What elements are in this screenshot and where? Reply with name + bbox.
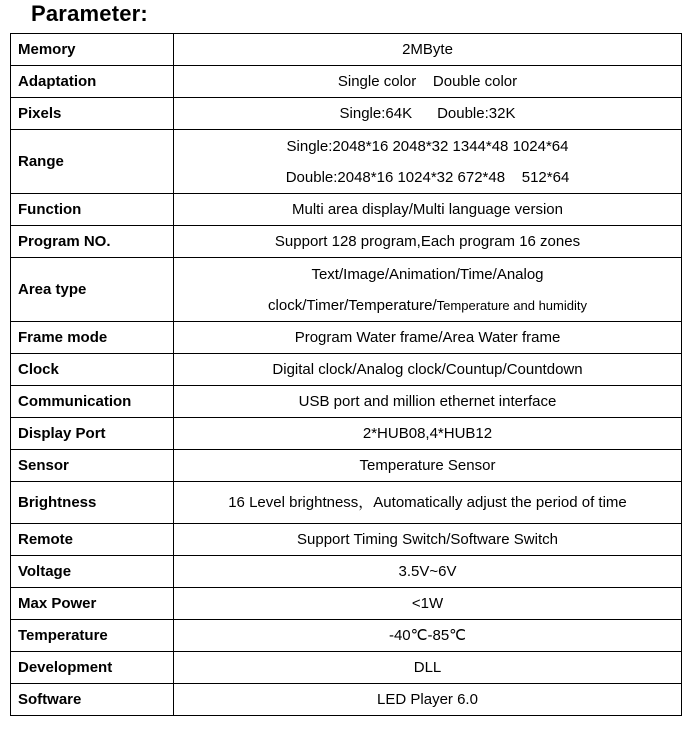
parameter-value xyxy=(174,226,682,258)
parameter-label: Clock xyxy=(11,354,174,386)
parameter-label: Area type xyxy=(11,258,174,322)
table-row xyxy=(11,482,682,524)
parameter-value xyxy=(174,588,682,620)
table-row xyxy=(11,322,682,354)
parameter-label: Function xyxy=(11,194,174,226)
table-row xyxy=(11,588,682,620)
parameter-value-text: Temperature Sensor xyxy=(359,457,496,474)
parameter-value-text: -40℃-85℃ xyxy=(388,627,467,644)
parameter-value xyxy=(174,524,682,556)
parameter-value xyxy=(174,620,682,652)
table-row xyxy=(11,450,682,482)
parameter-value-text: Single color Double color xyxy=(337,73,518,90)
parameter-label: Temperature xyxy=(11,620,174,652)
parameter-value xyxy=(174,386,682,418)
parameter-label: Pixels xyxy=(11,98,174,130)
parameter-value-line xyxy=(174,226,681,257)
parameter-value-text: USB port and million ethernet interface xyxy=(298,393,557,410)
parameter-label: Frame mode xyxy=(11,322,174,354)
parameter-value-line xyxy=(174,556,681,587)
parameter-value-line xyxy=(174,162,681,193)
parameter-value-line xyxy=(174,259,681,290)
parameter-value xyxy=(174,684,682,716)
table-row xyxy=(11,620,682,652)
parameter-value-line xyxy=(174,652,681,683)
parameter-label: Voltage xyxy=(11,556,174,588)
parameter-value-line xyxy=(174,684,681,715)
parameter-value-line xyxy=(174,322,681,353)
parameter-value-line xyxy=(174,194,681,225)
parameter-label: Display Port xyxy=(11,418,174,450)
parameter-value-text: 3.5V~6V xyxy=(398,563,457,580)
parameter-value-line xyxy=(174,131,681,162)
parameter-value-text: Single:64K Double:32K xyxy=(339,105,516,122)
parameter-table xyxy=(10,33,682,716)
parameter-value-small-text: Temperature and humidity xyxy=(436,297,587,313)
parameter-value-line xyxy=(174,354,681,385)
parameter-value-text: DLL xyxy=(413,659,442,676)
parameter-label: Adaptation xyxy=(11,66,174,98)
parameter-label: Software xyxy=(11,684,174,716)
table-row xyxy=(11,98,682,130)
parameter-value xyxy=(174,450,682,482)
parameter-label: Brightness xyxy=(11,482,174,524)
parameter-label: Memory xyxy=(11,34,174,66)
parameter-value xyxy=(174,418,682,450)
parameter-value xyxy=(174,354,682,386)
parameter-value xyxy=(174,322,682,354)
parameter-value xyxy=(174,258,682,322)
parameter-value-line xyxy=(174,66,681,97)
parameter-label: Program NO. xyxy=(11,226,174,258)
table-row xyxy=(11,418,682,450)
parameter-value-text: LED Player 6.0 xyxy=(377,691,478,708)
parameter-table-body xyxy=(11,34,682,716)
parameter-value-line xyxy=(174,450,681,481)
parameter-label: Development xyxy=(11,652,174,684)
parameter-value-line xyxy=(174,487,681,518)
parameter-value-text: 16 Level brightness，Automatically adjust the period of time xyxy=(228,494,627,511)
parameter-label: Remote xyxy=(11,524,174,556)
parameter-value xyxy=(174,556,682,588)
parameter-value-text: Support Timing Switch/Software Switch xyxy=(297,531,558,548)
parameter-value-text: 2*HUB08,4*HUB12 xyxy=(362,425,493,442)
parameter-value-text: Text/Image/Animation/Time/Analog xyxy=(311,265,544,283)
table-row xyxy=(11,524,682,556)
parameter-label: Max Power xyxy=(11,588,174,620)
parameter-value-text: <1W xyxy=(411,595,444,612)
page-title: Parameter: xyxy=(31,1,148,26)
table-row xyxy=(11,556,682,588)
parameter-value xyxy=(174,66,682,98)
parameter-value-text: Multi area display/Multi language version xyxy=(292,201,563,218)
parameter-value-text: Single:2048*16 2048*32 1344*48 1024*64 xyxy=(286,137,569,155)
table-row xyxy=(11,66,682,98)
table-row xyxy=(11,226,682,258)
parameter-value-line xyxy=(174,34,681,65)
table-row xyxy=(11,386,682,418)
parameter-value-line xyxy=(174,290,681,321)
parameter-value xyxy=(174,34,682,66)
table-row xyxy=(11,194,682,226)
parameter-label: Communication xyxy=(11,386,174,418)
parameter-value-line xyxy=(174,98,681,129)
parameter-value xyxy=(174,130,682,194)
parameter-value-text: Program Water frame/Area Water frame xyxy=(294,329,561,346)
parameter-value-line xyxy=(174,386,681,417)
parameter-value xyxy=(174,482,682,524)
table-row xyxy=(11,34,682,66)
parameter-value-text: 2MByte xyxy=(402,41,453,58)
parameter-value-line xyxy=(174,418,681,449)
table-row xyxy=(11,130,682,194)
table-row xyxy=(11,652,682,684)
parameter-value-line xyxy=(174,588,681,619)
parameter-label: Range xyxy=(11,130,174,194)
parameter-value xyxy=(174,652,682,684)
table-row xyxy=(11,354,682,386)
parameter-value xyxy=(174,194,682,226)
table-row xyxy=(11,684,682,716)
table-row xyxy=(11,258,682,322)
parameter-value-line xyxy=(174,524,681,555)
parameter-value-text: Double:2048*16 1024*32 672*48 512*64 xyxy=(285,168,570,186)
parameter-label: Sensor xyxy=(11,450,174,482)
parameter-value-text: Digital clock/Analog clock/Countup/Countdown xyxy=(272,361,583,378)
parameter-value-text: Support 128 program,Each program 16 zones xyxy=(274,233,581,250)
parameter-value xyxy=(174,98,682,130)
parameter-value-text: clock/Timer/Temperature/ xyxy=(268,296,437,314)
parameter-value-line xyxy=(174,620,681,651)
